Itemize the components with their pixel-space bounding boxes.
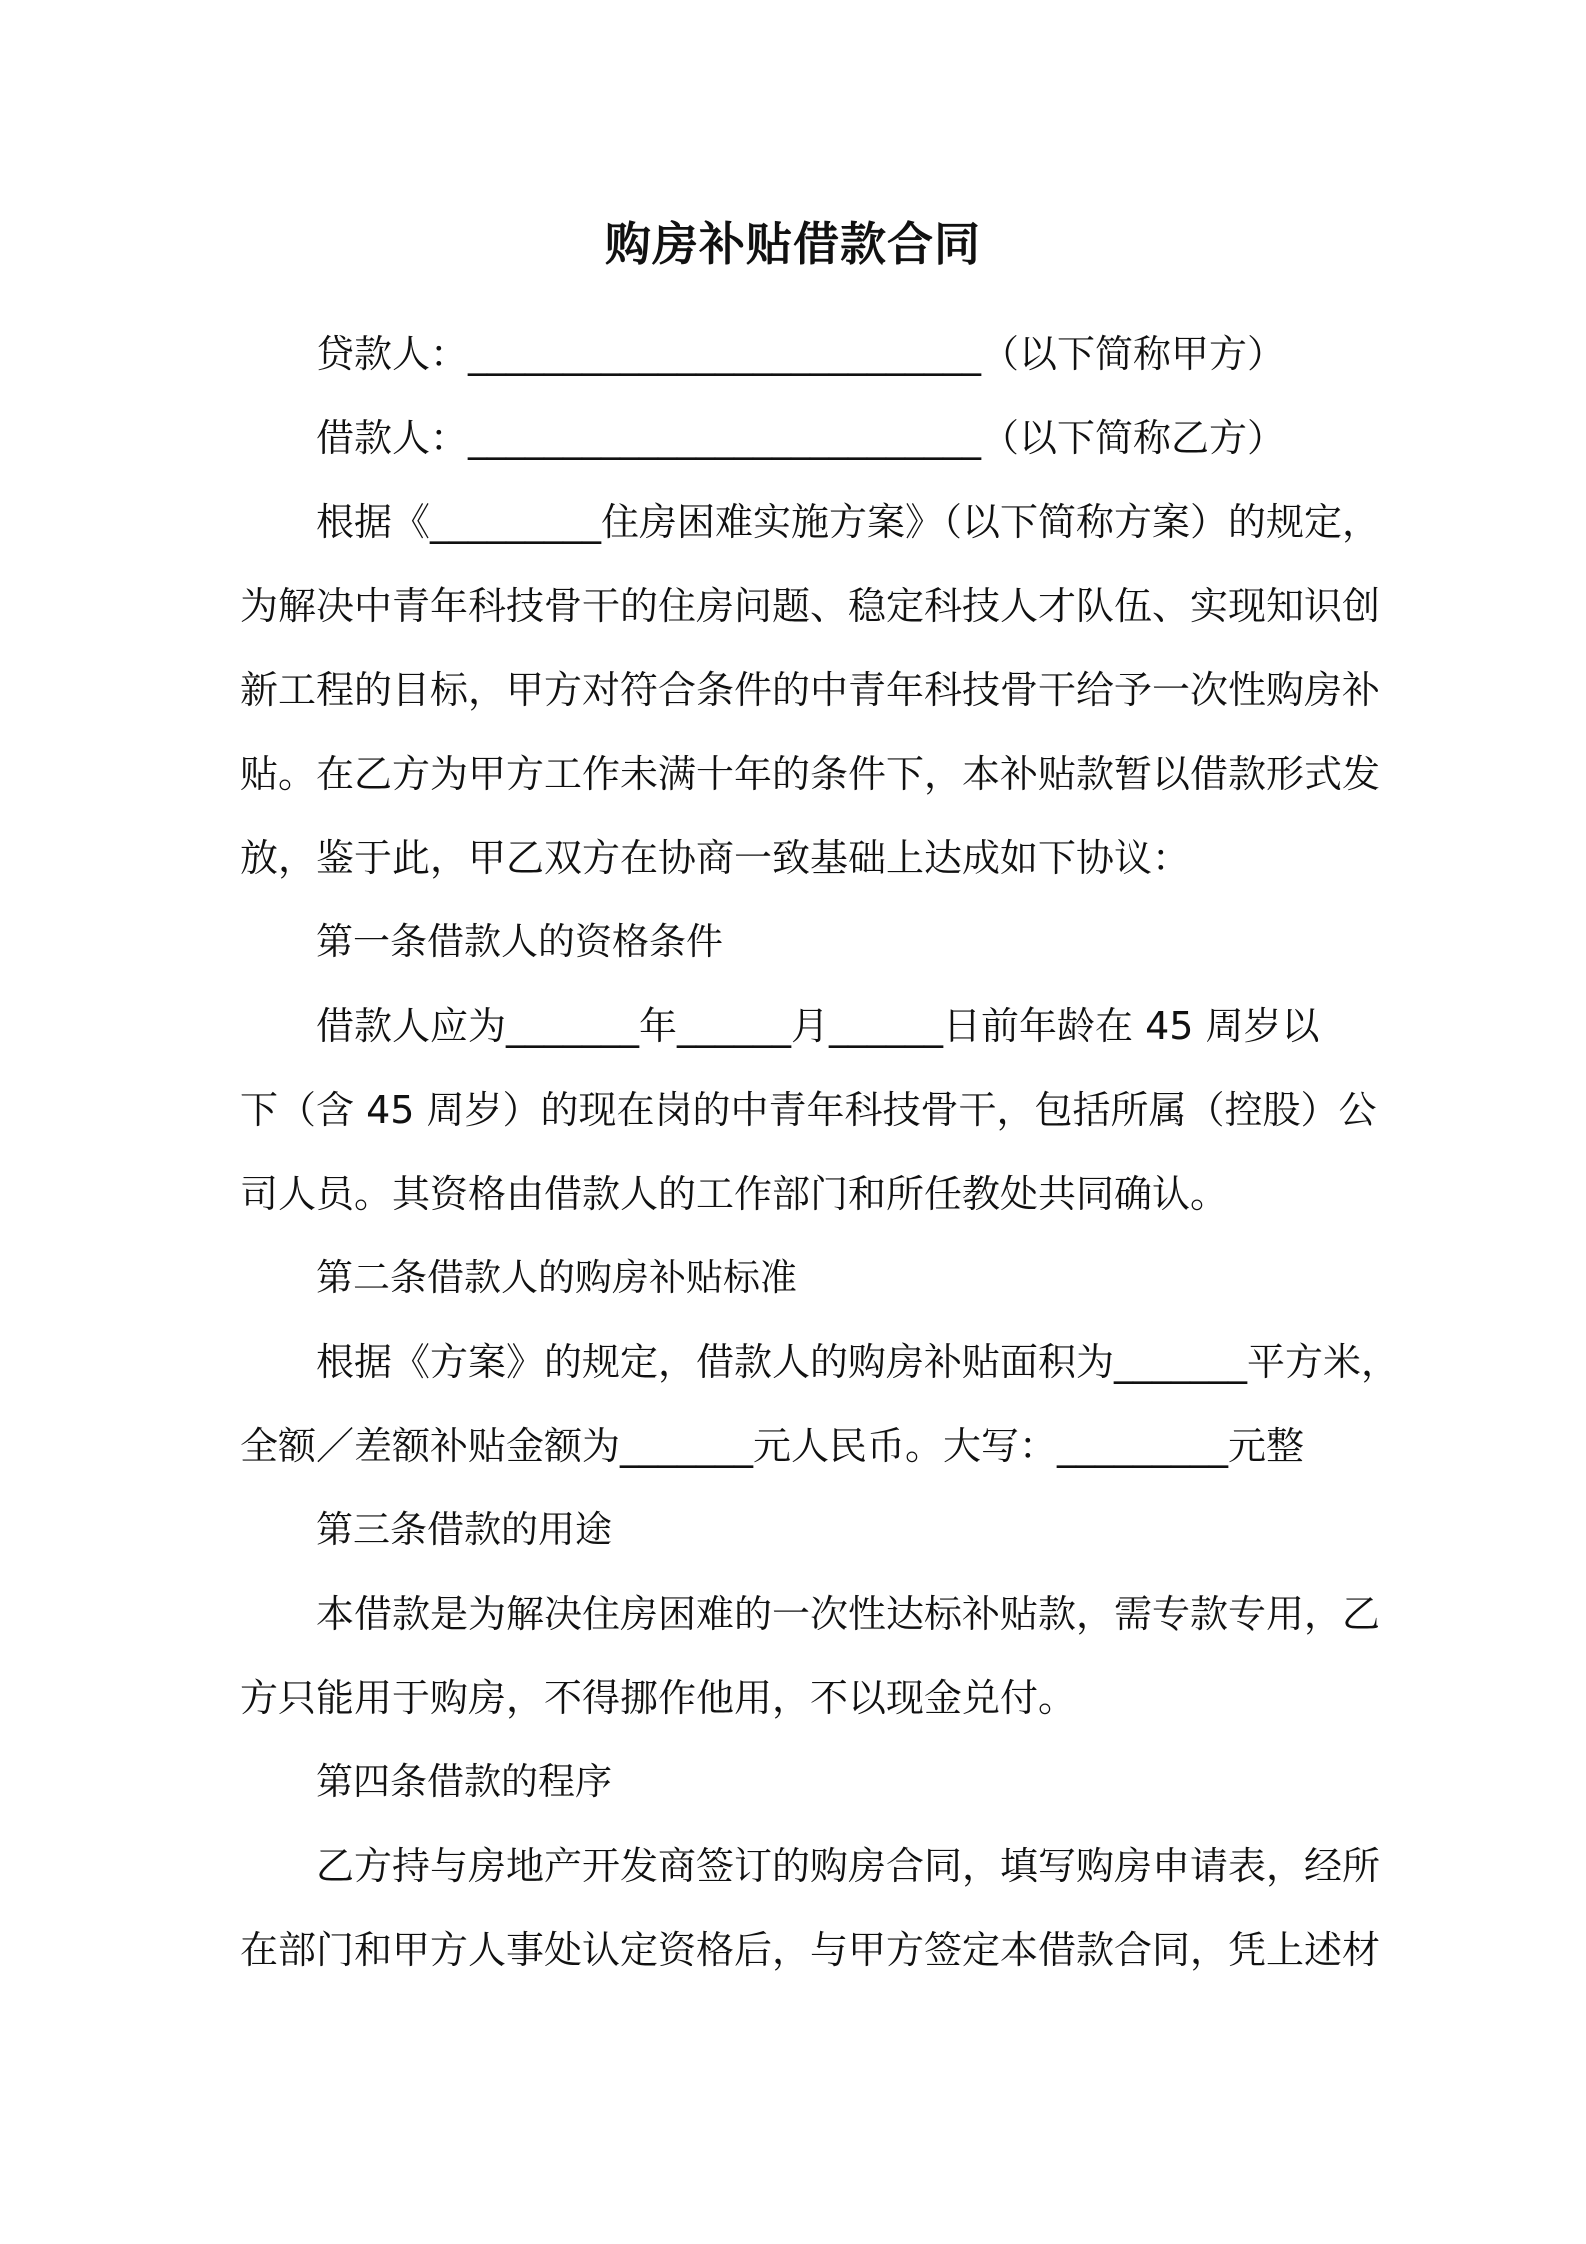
paragraph-line: 贴。在乙方为甲方工作未满十年的条件下，本补贴款暂以借款形式发 (240, 752, 1381, 796)
section-heading: 第一条借款人的资格条件 (316, 920, 723, 963)
section-heading: 第四条借款的程序 (316, 1760, 612, 1803)
paragraph-line: 根据《方案》的规定，借款人的购房补贴面积为_______平方米， (316, 1340, 1400, 1384)
paragraph-line: 下（含 45 周岁）的现在岗的中青年科技骨干，包括所属（控股）公 (240, 1088, 1377, 1132)
section-heading: 第二条借款人的购房补贴标准 (316, 1256, 797, 1299)
lender-line: 贷款人：___________________________（以下简称甲方） (316, 332, 1286, 376)
paragraph-line: 司人员。其资格由借款人的工作部门和所任教处共同确认。 (240, 1172, 1229, 1216)
document-title: 购房补贴借款合同 (605, 217, 981, 271)
paragraph-line: 全额／差额补贴金额为_______元人民币。大写：_________元整 (240, 1424, 1305, 1468)
paragraph-line: 本借款是为解决住房困难的一次性达标补贴款，需专款专用，乙 (316, 1592, 1381, 1636)
section-heading: 第三条借款的用途 (316, 1508, 612, 1551)
paragraph-line: 方只能用于购房，不得挪作他用，不以现金兑付。 (240, 1676, 1077, 1720)
paragraph-line: 在部门和甲方人事处认定资格后，与甲方签定本借款合同，凭上述材 (240, 1928, 1381, 1972)
paragraph-line: 借款人应为_______年______月______日前年龄在 45 周岁以 (316, 1004, 1320, 1048)
paragraph-line: 新工程的目标，甲方对符合条件的中青年科技骨干给予一次性购房补 (240, 668, 1381, 712)
paragraph-line: 乙方持与房地产开发商签订的购房合同，填写购房申请表，经所 (316, 1844, 1381, 1888)
paragraph-line: 根据《_________住房困难实施方案》（以下简称方案）的规定， (316, 500, 1381, 544)
paragraph-line: 放，鉴于此，甲乙双方在协商一致基础上达成如下协议： (240, 836, 1191, 880)
borrower-line: 借款人：___________________________（以下简称乙方） (316, 416, 1286, 460)
paragraph-line: 为解决中青年科技骨干的住房问题、稳定科技人才队伍、实现知识创 (240, 584, 1381, 628)
